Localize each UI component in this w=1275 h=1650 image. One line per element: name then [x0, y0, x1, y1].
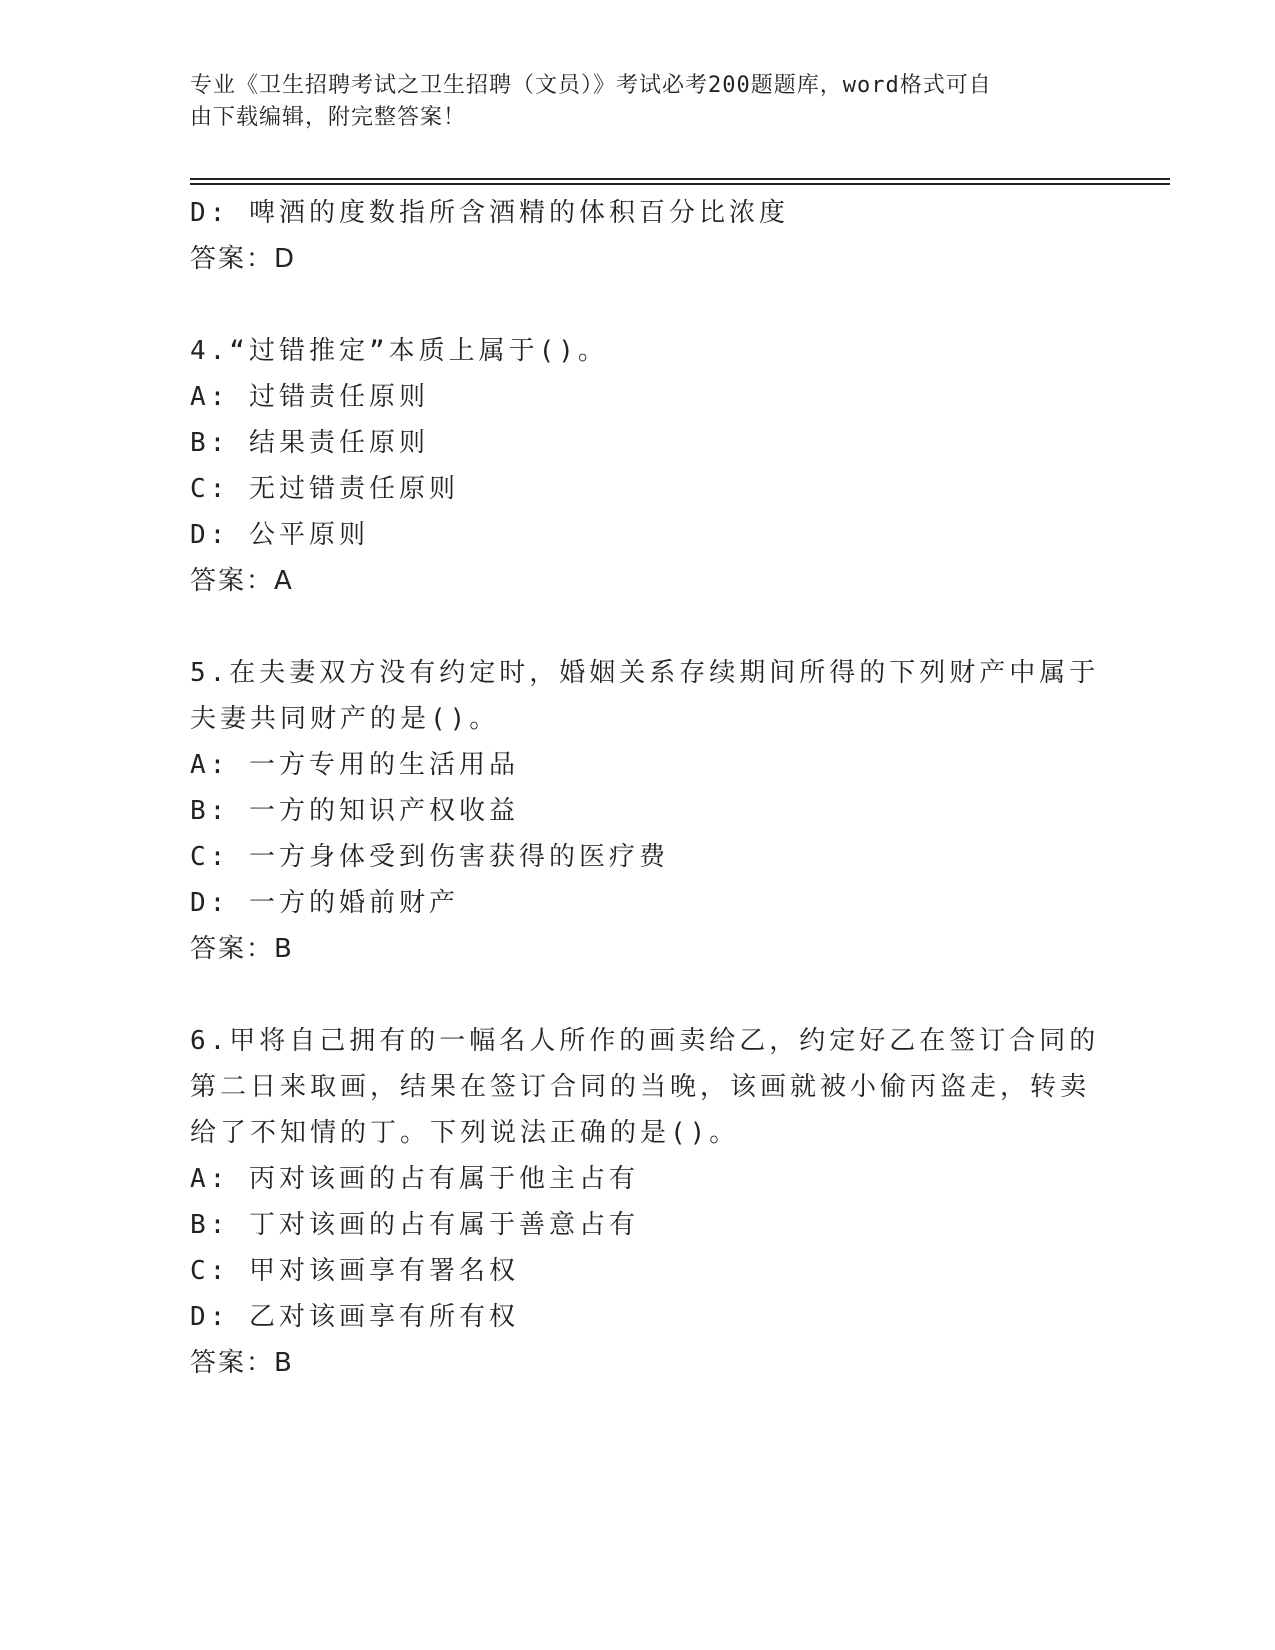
header-divider-top — [190, 178, 1170, 180]
option-a: A: 丙对该画的占有属于他主占有 — [190, 1164, 639, 1194]
answer-line: 答案：A — [190, 566, 294, 596]
question-continuation — [190, 190, 1090, 282]
option-b: B: 结果责任原则 — [190, 428, 429, 458]
question-stem-line: 5.在夫妻双方没有约定时，婚姻关系存续期间所得的下列财产中属于 — [190, 658, 1100, 688]
answer-line: 答案：B — [190, 1348, 294, 1378]
option-d: D: 啤酒的度数指所含酒精的体积百分比浓度 — [190, 198, 789, 228]
question-6 — [190, 1018, 1100, 1386]
question-content — [190, 190, 1100, 1386]
option-c: C: 甲对该画享有署名权 — [190, 1256, 519, 1286]
header-line-2: 由下载编辑，附完整答案！ — [190, 105, 467, 130]
question-stem-line: 夫妻共同财产的是()。 — [190, 704, 500, 734]
answer-line: 答案：D — [190, 244, 297, 274]
question-stem-line: 6.甲将自己拥有的一幅名人所作的画卖给乙，约定好乙在签订合同的 — [190, 1026, 1100, 1056]
option-d: D: 公平原则 — [190, 520, 369, 550]
header-line-1: 专业《卫生招聘考试之卫生招聘（文员）》考试必考200题题库，word格式可自 — [190, 73, 992, 98]
question-stem-line: 4.“过错推定”本质上属于()。 — [190, 336, 608, 366]
option-d: D: 乙对该画享有所有权 — [190, 1302, 519, 1332]
question-4 — [190, 328, 1090, 604]
option-d: D: 一方的婚前财产 — [190, 888, 459, 918]
document-header — [190, 70, 1070, 134]
option-c: C: 一方身体受到伤害获得的医疗费 — [190, 842, 669, 872]
answer-line: 答案：B — [190, 934, 294, 964]
question-5 — [190, 650, 1100, 972]
option-b: B: 一方的知识产权收益 — [190, 796, 519, 826]
option-c: C: 无过错责任原则 — [190, 474, 459, 504]
header-divider-bottom — [190, 183, 1170, 185]
option-a: A: 过错责任原则 — [190, 382, 429, 412]
option-a: A: 一方专用的生活用品 — [190, 750, 519, 780]
question-stem-line: 第二日来取画，结果在签订合同的当晚，该画就被小偷丙盗走，转卖 — [190, 1072, 1091, 1102]
option-b: B: 丁对该画的占有属于善意占有 — [190, 1210, 639, 1240]
question-stem-line: 给了不知情的丁。下列说法正确的是()。 — [190, 1118, 740, 1148]
